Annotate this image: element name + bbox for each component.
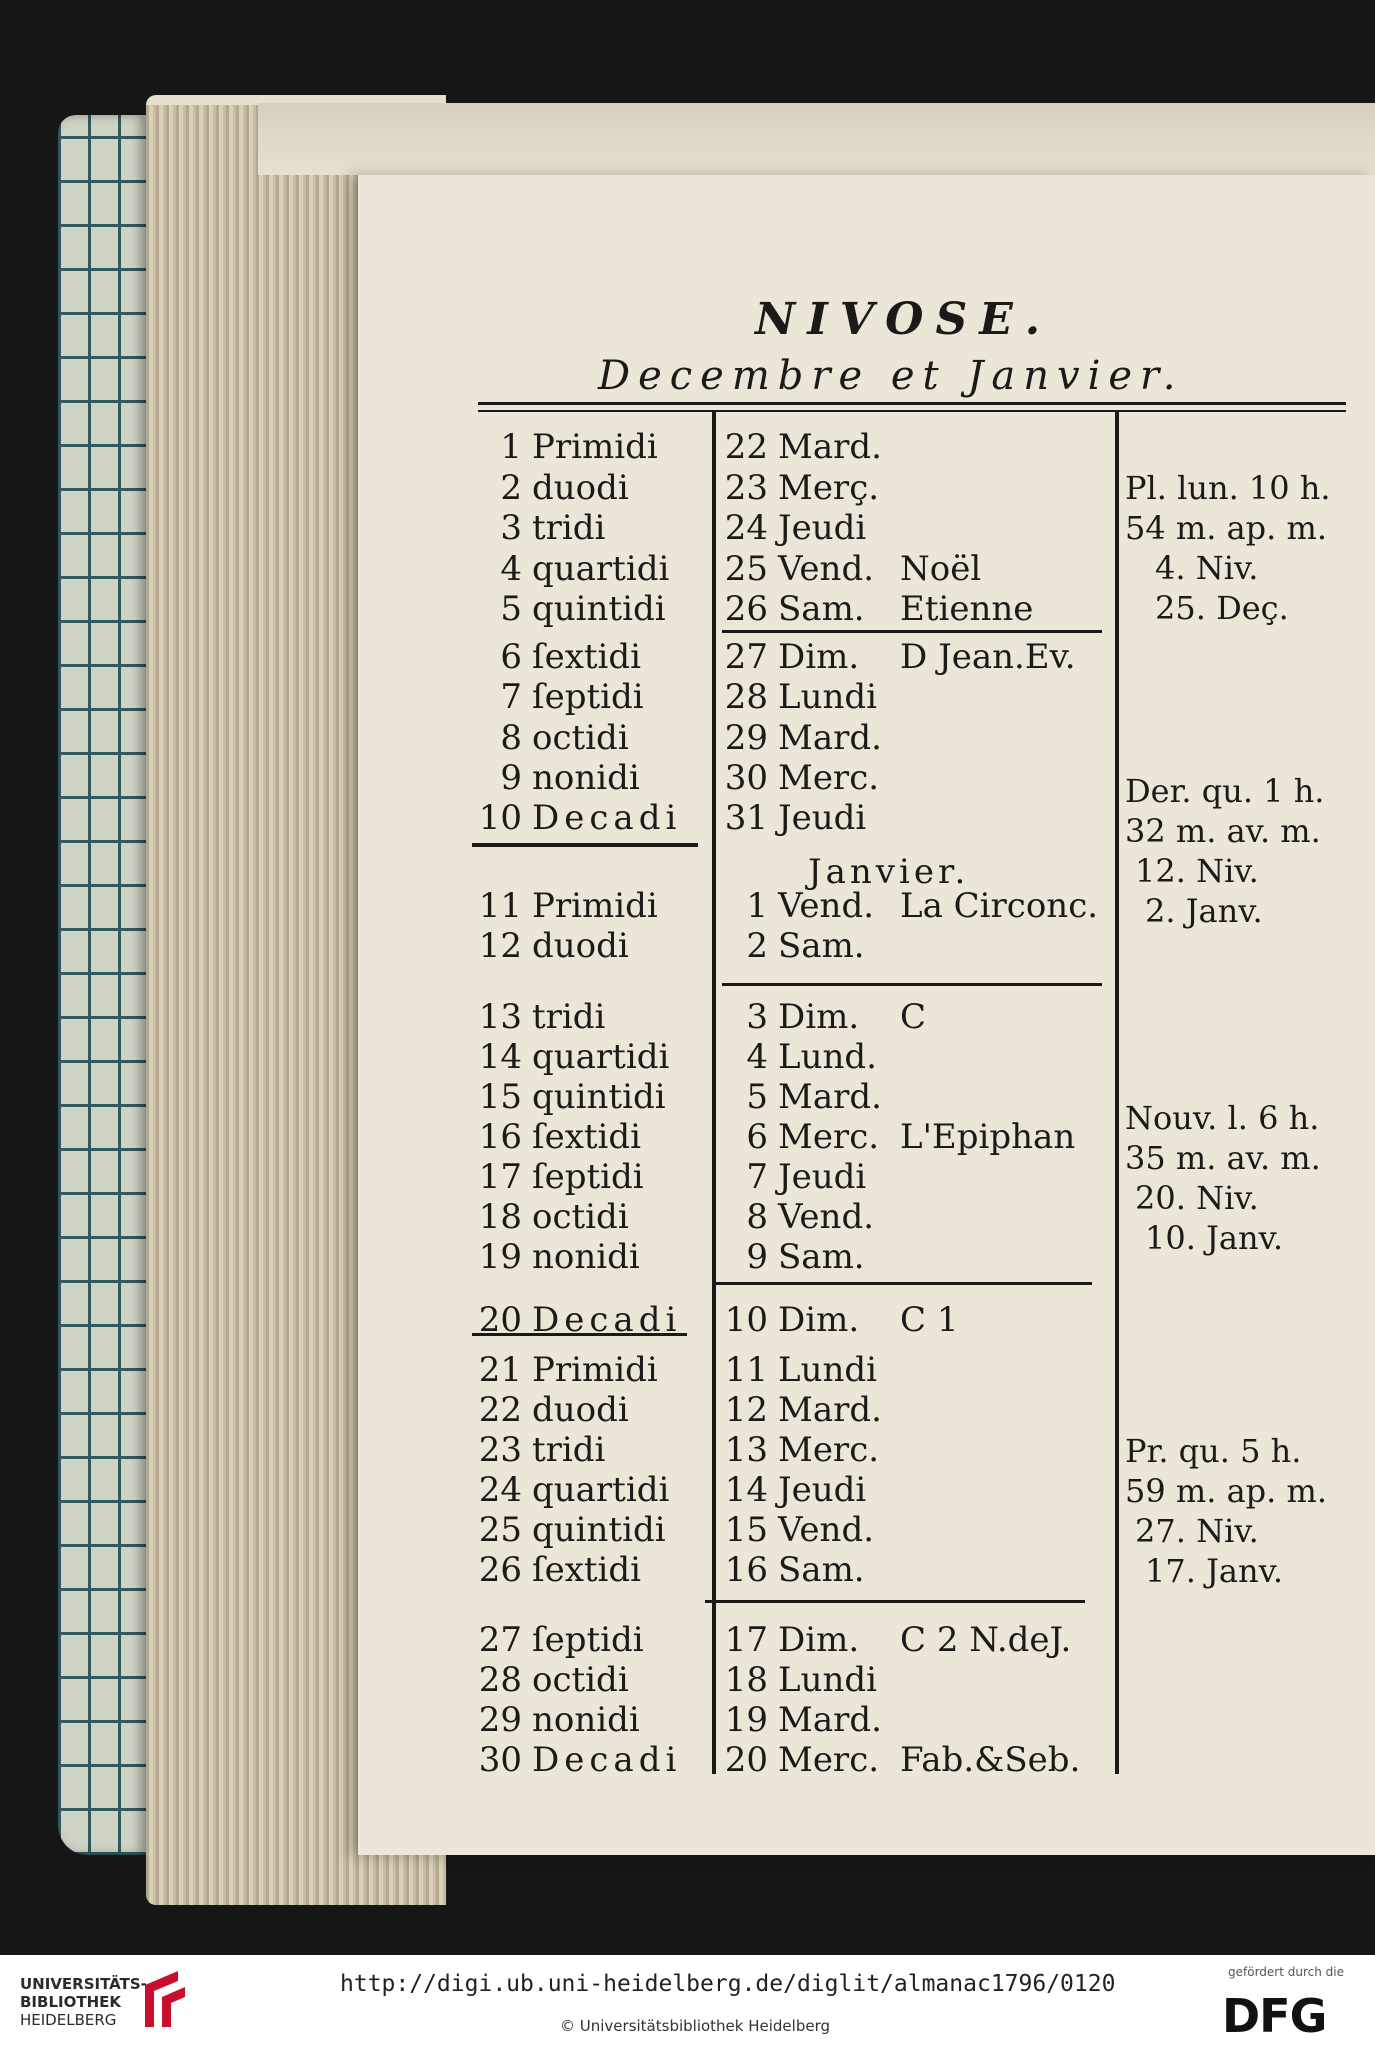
decade-day-number: 26	[478, 1550, 522, 1590]
weekday: Mard.	[778, 717, 882, 758]
decade-day-number: 28	[478, 1660, 522, 1700]
calendar-date: 7	[746, 1157, 768, 1197]
calendar-date: 13	[724, 1430, 768, 1470]
section-rule	[722, 630, 1102, 633]
decade-day-name: Primidi	[532, 427, 658, 467]
weekday: Sam.	[778, 926, 865, 966]
weekday: Dim.	[778, 637, 860, 677]
weekday: Vend.	[778, 1197, 875, 1237]
column-rule-left	[712, 412, 716, 1774]
calendar-date: 5	[746, 1077, 768, 1117]
weekday: Merc.	[778, 1117, 880, 1157]
weekday: Mard.	[778, 1700, 882, 1740]
decade-day-number: 22	[478, 1390, 522, 1430]
calendar-date: 14	[724, 1470, 768, 1510]
calendar-date: 10	[724, 1300, 768, 1340]
decade-day-name: duodi	[532, 467, 629, 508]
weekday: Jeudi	[778, 1157, 867, 1197]
decade-day-number: 25	[478, 1510, 522, 1550]
decade-day-number: 8	[500, 717, 522, 758]
decade-day-number: 15	[478, 1077, 522, 1117]
decade-day-name: nonidi	[532, 757, 640, 798]
weekday: Dim.	[778, 997, 860, 1037]
page-title: NIVOSE.	[755, 294, 1053, 345]
decade-day-number: 17	[478, 1157, 522, 1197]
weekday: Jeudi	[778, 798, 867, 839]
calendar-date: 16	[724, 1550, 768, 1590]
decade-day-number: 13	[478, 997, 522, 1037]
page-top-strip	[258, 103, 1375, 175]
calendar-date: 27	[724, 637, 768, 677]
decade-day-name: tridi	[532, 997, 606, 1037]
library-logo-text	[20, 1975, 147, 2029]
weekday: Lundi	[778, 1350, 878, 1390]
section-rule	[722, 983, 1102, 986]
calendar-date: 18	[724, 1660, 768, 1700]
decade-day-number: 12	[478, 926, 522, 966]
calendar-date: 17	[724, 1620, 768, 1660]
weekday: Sam.	[778, 1550, 865, 1590]
calendar-date: 15	[724, 1510, 768, 1550]
header-rule-thin	[478, 410, 1346, 412]
weekday: Mard.	[778, 1390, 882, 1430]
weekday: Lundi	[778, 677, 878, 718]
decade-day-number: 27	[478, 1620, 522, 1660]
decade-day-name: quartidi	[532, 1470, 670, 1510]
weekday: Vend.	[778, 1510, 875, 1550]
column-rule-right	[1115, 412, 1119, 1774]
moon-phase-line: 4. Niv.	[1155, 549, 1259, 587]
weekday: Sam.	[778, 1237, 865, 1277]
decade-day-name: quintidi	[532, 1510, 666, 1550]
decade-day-name: quintidi	[532, 1077, 666, 1117]
weekday: Jeudi	[778, 1470, 867, 1510]
calendar-date: 23	[724, 467, 768, 508]
weekday: Merç.	[778, 467, 880, 508]
decade-day-name: ſeptidi	[532, 1157, 644, 1197]
calendar-date: 9	[746, 1237, 768, 1277]
moon-phase-line: 54 m. ap. m.	[1125, 509, 1327, 547]
calendar-date: 6	[746, 1117, 768, 1157]
moon-phase-line: Pr. qu. 5 h.	[1125, 1432, 1302, 1470]
moon-phase-line: 12. Niv.	[1135, 852, 1259, 890]
moon-phase-line: 32 m. av. m.	[1125, 812, 1321, 850]
decade-day-number: 9	[500, 757, 522, 798]
decade-day-name: nonidi	[532, 1237, 640, 1277]
decade-day-number: 6	[500, 637, 522, 677]
moon-phase-line: 10. Janv.	[1145, 1219, 1284, 1257]
decade-day-number: 14	[478, 1037, 522, 1077]
decade-day-number: 24	[478, 1470, 522, 1510]
calendar-date: 8	[746, 1197, 768, 1237]
decade-day-name: octidi	[532, 1197, 629, 1237]
moon-phase-line: 27. Niv.	[1135, 1512, 1259, 1550]
decade-day-number: 30	[478, 1740, 522, 1780]
decade-day-name: quartidi	[532, 548, 670, 589]
calendar-date: 11	[724, 1350, 768, 1390]
feast-day: Etienne	[900, 589, 1034, 629]
decade-day-name: duodi	[532, 1390, 629, 1430]
library-line: UNIVERSITÄTS-	[20, 1975, 147, 1993]
decade-day-number: 5	[500, 589, 522, 629]
moon-phase-line: 20. Niv.	[1135, 1179, 1259, 1217]
decade-day-number: 19	[478, 1237, 522, 1277]
decade-day-name: quartidi	[532, 1037, 670, 1077]
weekday: Dim.	[778, 1620, 860, 1660]
weekday: Vend.	[778, 886, 875, 926]
calendar-date: 26	[724, 589, 768, 629]
decade-day-number: 18	[478, 1197, 522, 1237]
weekday: Sam.	[778, 589, 865, 629]
decade-day-number: 4	[500, 548, 522, 589]
decade-day-number: 20	[478, 1300, 522, 1340]
feast-day: C	[900, 997, 927, 1037]
feast-day: C 1	[900, 1300, 959, 1340]
feast-day: Noël	[900, 548, 982, 589]
calendar-date: 30	[724, 757, 768, 798]
decade-day-name: tridi	[532, 1430, 606, 1470]
calendar-date: 31	[724, 798, 768, 839]
weekday: Dim.	[778, 1300, 860, 1340]
weekday: Merc.	[778, 757, 880, 798]
decade-day-name: duodi	[532, 926, 629, 966]
page-subtitle: Decembre et Janvier.	[598, 353, 1184, 399]
feast-day: D Jean.Ev.	[900, 637, 1076, 677]
section-rule	[705, 1600, 1085, 1603]
decade-day-name: ſeptidi	[532, 677, 644, 718]
decade-day-name: ſextidi	[532, 1550, 642, 1590]
decade-day-name: octidi	[532, 717, 629, 758]
decade-day-name: ſeptidi	[532, 1620, 644, 1660]
decade-day-number: 16	[478, 1117, 522, 1157]
calendar-date: 22	[724, 427, 768, 467]
feast-day: L'Epiphan	[900, 1117, 1076, 1157]
decade-day-number: 1	[500, 427, 522, 467]
header-rule	[478, 402, 1346, 405]
moon-phase-line: 2. Janv.	[1145, 892, 1263, 930]
decade-day-name: Decadi	[532, 1300, 682, 1340]
moon-phase-line: 25. Deç.	[1155, 589, 1289, 627]
library-line: BIBLIOTHEK	[20, 1993, 121, 2011]
decade-day-name: ſextidi	[532, 637, 642, 677]
decade-day-number: 23	[478, 1430, 522, 1470]
decade-day-number: 11	[478, 886, 522, 926]
decade-day-name: nonidi	[532, 1700, 640, 1740]
page-url-link[interactable]: http://digi.ub.uni-heidelberg.de/diglit/almanac1796/0120	[340, 1971, 1116, 1997]
calendar-date: 2	[746, 926, 768, 966]
decade-day-name: quintidi	[532, 589, 666, 629]
weekday: Jeudi	[778, 508, 867, 548]
funded-by-text: gefördert durch die	[1228, 1965, 1344, 1979]
calendar-date: 29	[724, 717, 768, 758]
decade-day-name: Primidi	[532, 886, 658, 926]
calendar-date: 4	[746, 1037, 768, 1077]
weekday: Mard.	[778, 1077, 882, 1117]
decade-day-number: 21	[478, 1350, 522, 1390]
calendar-date: 3	[746, 997, 768, 1037]
calendar-date: 20	[724, 1740, 768, 1780]
weekday: Merc.	[778, 1430, 880, 1470]
marbled-cover	[58, 115, 146, 1855]
section-rule	[712, 1282, 1092, 1285]
weekday: Lundi	[778, 1660, 878, 1700]
feast-day: Fab.&Seb.	[900, 1740, 1081, 1780]
weekday: Lund.	[778, 1037, 877, 1077]
section-rule	[472, 843, 698, 847]
calendar-date: 1	[746, 886, 768, 926]
weekday: Merc.	[778, 1740, 880, 1780]
decade-day-name: tridi	[532, 508, 606, 548]
decade-day-name: octidi	[532, 1660, 629, 1700]
calendar-date: 28	[724, 677, 768, 718]
library-logo-icon	[140, 1967, 190, 2033]
decade-day-name: Decadi	[532, 798, 682, 839]
moon-phase-line: Der. qu. 1 h.	[1125, 772, 1325, 810]
copyright-text: © Universitätsbibliothek Heidelberg	[560, 2017, 831, 2035]
dfg-logo: DFG	[1222, 1989, 1327, 2043]
weekday: Mard.	[778, 427, 882, 467]
decade-day-name: Primidi	[532, 1350, 658, 1390]
decade-day-number: 7	[500, 677, 522, 718]
moon-phase-line: Pl. lun. 10 h.	[1125, 469, 1331, 507]
janvier-heading: Janvier.	[808, 852, 970, 892]
moon-phase-line: 35 m. av. m.	[1125, 1139, 1321, 1177]
moon-phase-line: Nouv. l. 6 h.	[1125, 1099, 1320, 1137]
feast-day: La Circonc.	[900, 886, 1099, 926]
decade-day-number: 10	[478, 798, 522, 839]
decade-day-name: ſextidi	[532, 1117, 642, 1157]
decade-day-number: 29	[478, 1700, 522, 1740]
decade-day-number: 2	[500, 467, 522, 508]
moon-phase-line: 17. Janv.	[1145, 1552, 1284, 1590]
calendar-date: 12	[724, 1390, 768, 1430]
decade-day-name: Decadi	[532, 1740, 682, 1780]
library-line: HEIDELBERG	[20, 2011, 117, 2029]
decade-day-number: 3	[500, 508, 522, 548]
moon-phase-line: 59 m. ap. m.	[1125, 1472, 1327, 1510]
footer-bar	[0, 1955, 1375, 2055]
calendar-date: 24	[724, 508, 768, 548]
feast-day: C 2 N.deJ.	[900, 1620, 1072, 1660]
calendar-date: 19	[724, 1700, 768, 1740]
weekday: Vend.	[778, 548, 875, 589]
calendar-date: 25	[724, 548, 768, 589]
